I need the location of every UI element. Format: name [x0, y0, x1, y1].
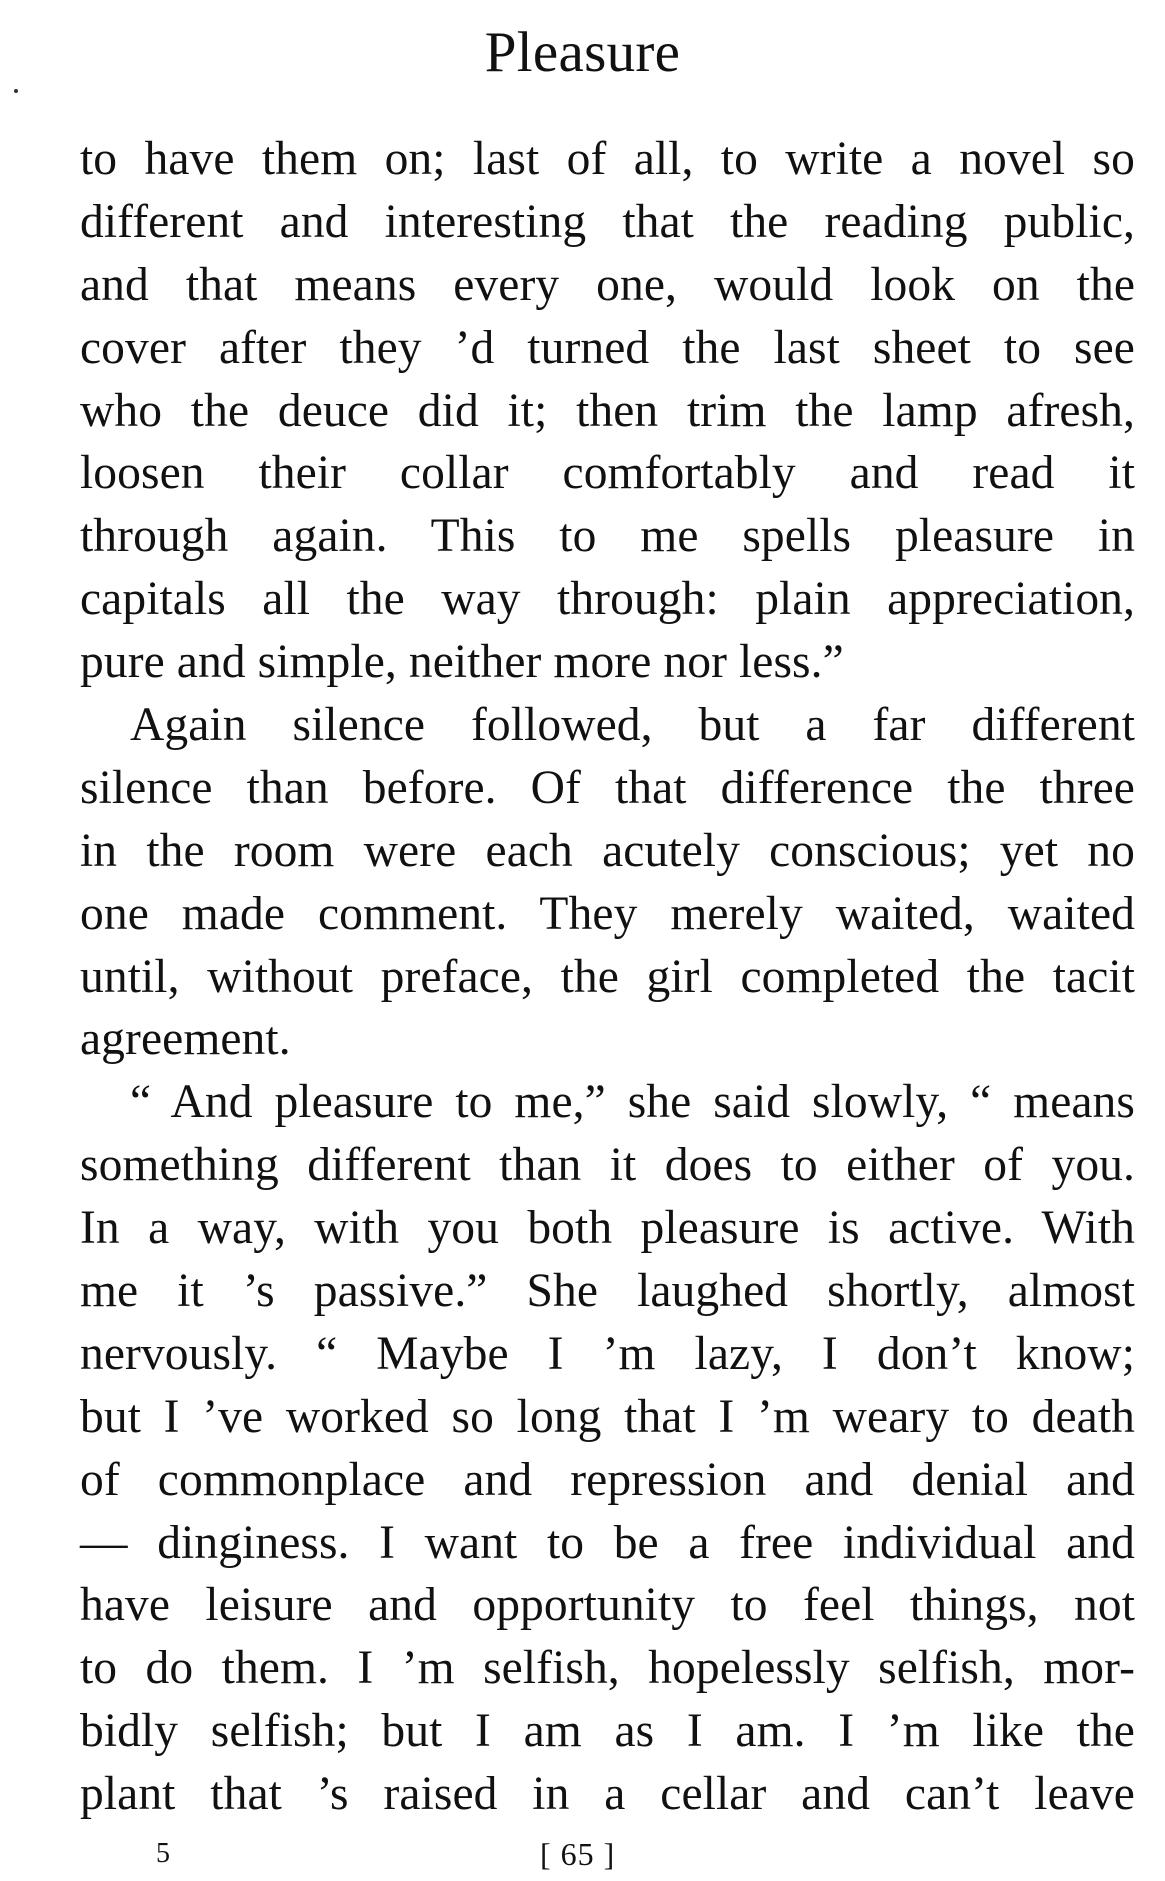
margin-speck — [14, 89, 18, 93]
text-line: but I ’ve worked so long that I ’m weary to death — [80, 1390, 1135, 1443]
text-line: nervously. “ Maybe I ’m lazy, I don’t know; — [80, 1327, 1135, 1380]
text-line: — dinginess. I want to be a free individual and — [80, 1516, 1135, 1569]
text-line: one made comment. They merely waited, waited — [80, 887, 1135, 940]
text-line: bidly selfish; but I am as I am. I ’m like the — [80, 1705, 1135, 1758]
text-line: loosen their collar comfortably and read it — [80, 447, 1135, 500]
text-line: who the deuce did it; then trim the lamp afresh, — [80, 384, 1135, 437]
text-line: plant that ’s raised in a cellar and can’t leave — [80, 1768, 1135, 1821]
text-line: of commonplace and repression and denial and — [80, 1453, 1135, 1506]
text-line: Again silence followed, but a far different — [130, 699, 1135, 752]
text-line: In a way, with you both pleasure is active. With — [80, 1202, 1135, 1255]
text-line: until, without preface, the girl completed the tacit — [80, 950, 1135, 1003]
text-line: have leisure and opportunity to feel things, not — [80, 1579, 1135, 1632]
page-number: [ 65 ] — [540, 1836, 616, 1872]
signature-mark: 5 — [156, 1838, 170, 1869]
text-line: “ And pleasure to me,” she said slowly, “ means — [130, 1076, 1135, 1129]
paragraph-1 — [80, 128, 1135, 694]
text-line: pure and simple, neither more nor less.” — [80, 636, 844, 689]
text-line: silence than before. Of that difference the three — [80, 761, 1135, 814]
text-line: something different than it does to either of you. — [80, 1139, 1135, 1192]
text-line: agreement. — [80, 1013, 291, 1066]
text-line: to do them. I ’m selfish, hopelessly selfish, mor- — [80, 1642, 1135, 1695]
text-line: capitals all the way through: plain appreciation, — [80, 573, 1135, 626]
paragraph-2 — [80, 694, 1135, 1071]
text-line: through again. This to me spells pleasure in — [80, 510, 1135, 563]
text-line: different and interesting that the reading public, — [80, 195, 1135, 248]
text-line: in the room were each acutely conscious; yet no — [80, 824, 1135, 877]
text-line: to have them on; last of all, to write a novel so — [80, 133, 1135, 185]
text-line: cover after they ’d turned the last sheet to see — [80, 321, 1135, 374]
text-line: and that means every one, would look on the — [80, 258, 1135, 311]
body-text — [80, 128, 1135, 1826]
running-header: Pleasure — [484, 21, 681, 84]
paragraph-3 — [80, 1071, 1135, 1826]
text-line: me it ’s passive.” She laughed shortly, almost — [80, 1265, 1135, 1318]
